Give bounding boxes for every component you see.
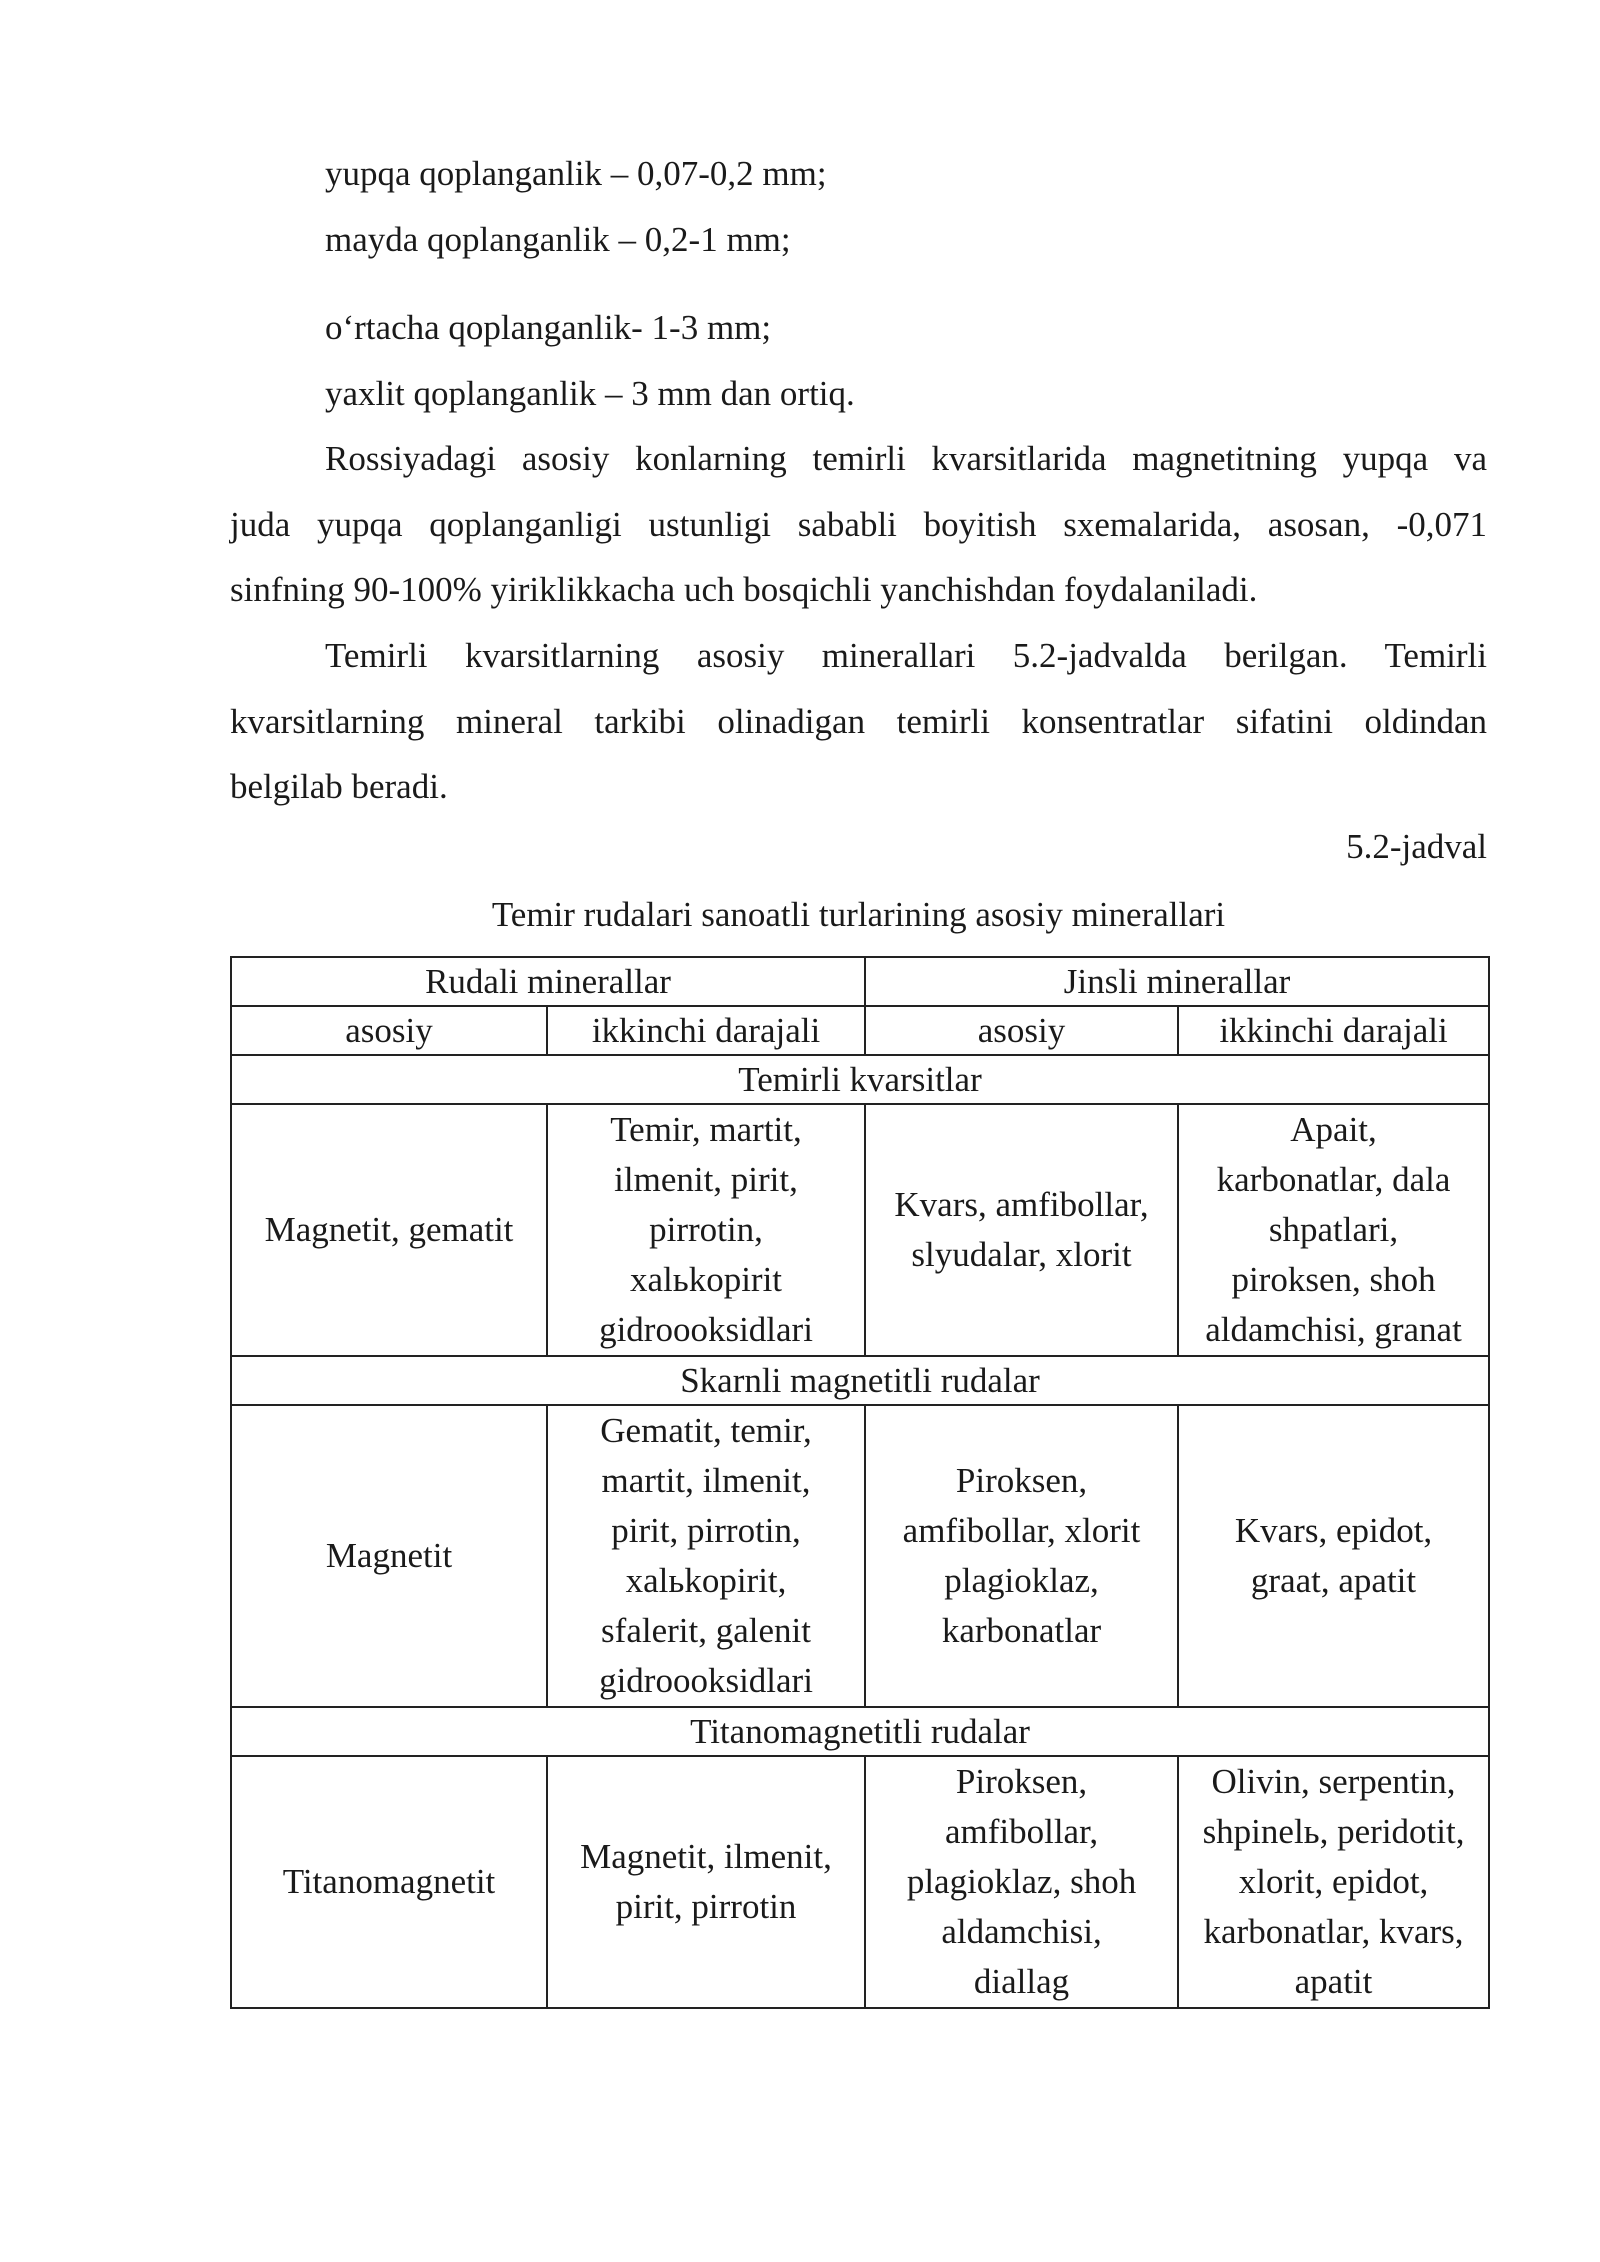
table-cell: Apait, karbonatlar, dala shpatlari, piroksen, shoh aldamchisi, granat [1178,1104,1489,1356]
table-row [231,1104,1489,1356]
paragraph-line: belgilab beradi. [230,767,448,806]
table-section-row [231,1707,1489,1756]
table-title: Temir rudalari sanoatli turlarining asosiy minerallari [491,895,1226,934]
paragraph-line: sinfning 90-100% yiriklikkacha uch bosqichli yanchishdan foydalaniladi. [230,570,1258,609]
paragraph-line: Rossiyadagi asosiy konlarning temirli kvarsitlarida magnetitning yupqa va [325,439,1487,478]
subheader-cell: asosiy [231,1006,547,1055]
table-header-row [231,957,1489,1006]
minerals-table [230,956,1490,2009]
table-section-row [231,1356,1489,1405]
section-title: Titanomagnetitli rudalar [231,1707,1489,1756]
table-cell: Gematit, temir, martit, ilmenit, pirit, pirrotin, xalьkopirit, sfalerit, galenit gidroooksidlari [547,1405,865,1707]
header-gangue-minerals: Jinsli minerallar [865,957,1489,1006]
subheader-cell: asosiy [865,1006,1178,1055]
paragraph-line: juda yupqa qoplanganligi ustunligi sababli boyitish sxemalarida, asosan, -0,071 [230,505,1487,544]
table-cell: Magnetit [231,1405,547,1707]
table-cell: Magnetit, gematit [231,1104,547,1356]
subheader-cell: ikkinchi darajali [547,1006,865,1055]
list-item: o‘rtacha qoplanganlik- 1-3 mm; [325,308,772,347]
table-cell: Olivin, serpentin, shpinelь, peridotit, xlorit, epidot, karbonatlar, kvars, apatit [1178,1756,1489,2008]
table-cell: Titanomagnetit [231,1756,547,2008]
table-cell: Temir, martit, ilmenit, pirit, pirrotin, xalьkopirit gidroooksidlari [547,1104,865,1356]
section-title: Skarnli magnetitli rudalar [231,1356,1489,1405]
table-cell: Piroksen, amfibollar, xlorit plagioklaz, karbonatlar [865,1405,1178,1707]
table-label: 5.2-jadval [1346,827,1487,866]
table-section-row [231,1055,1489,1104]
list-item: yupqa qoplanganlik – 0,07-0,2 mm; [325,154,827,193]
subheader-cell: ikkinchi darajali [1178,1006,1489,1055]
table-cell: Magnetit, ilmenit, pirit, pirrotin [547,1756,865,2008]
paragraph-line: Temirli kvarsitlarning asosiy minerallari 5.2-jadvalda berilgan. Temirli [325,636,1487,675]
table-cell: Kvars, epidot, graat, apatit [1178,1405,1489,1707]
list-item: mayda qoplanganlik – 0,2-1 mm; [325,220,791,259]
paragraph-line: kvarsitlarning mineral tarkibi olinadigan temirli konsentratlar sifatini oldindan [230,702,1487,741]
table-cell: Kvars, amfibollar, slyudalar, xlorit [865,1104,1178,1356]
section-title: Temirli kvarsitlar [231,1055,1489,1104]
header-ore-minerals: Rudali minerallar [231,957,865,1006]
list-item: yaxlit qoplanganlik – 3 mm dan ortiq. [325,374,855,413]
table-cell: Piroksen, amfibollar, plagioklaz, shoh aldamchisi, diallag [865,1756,1178,2008]
table-row [231,1405,1489,1707]
table-row [231,1756,1489,2008]
table-subheader-row [231,1006,1489,1055]
